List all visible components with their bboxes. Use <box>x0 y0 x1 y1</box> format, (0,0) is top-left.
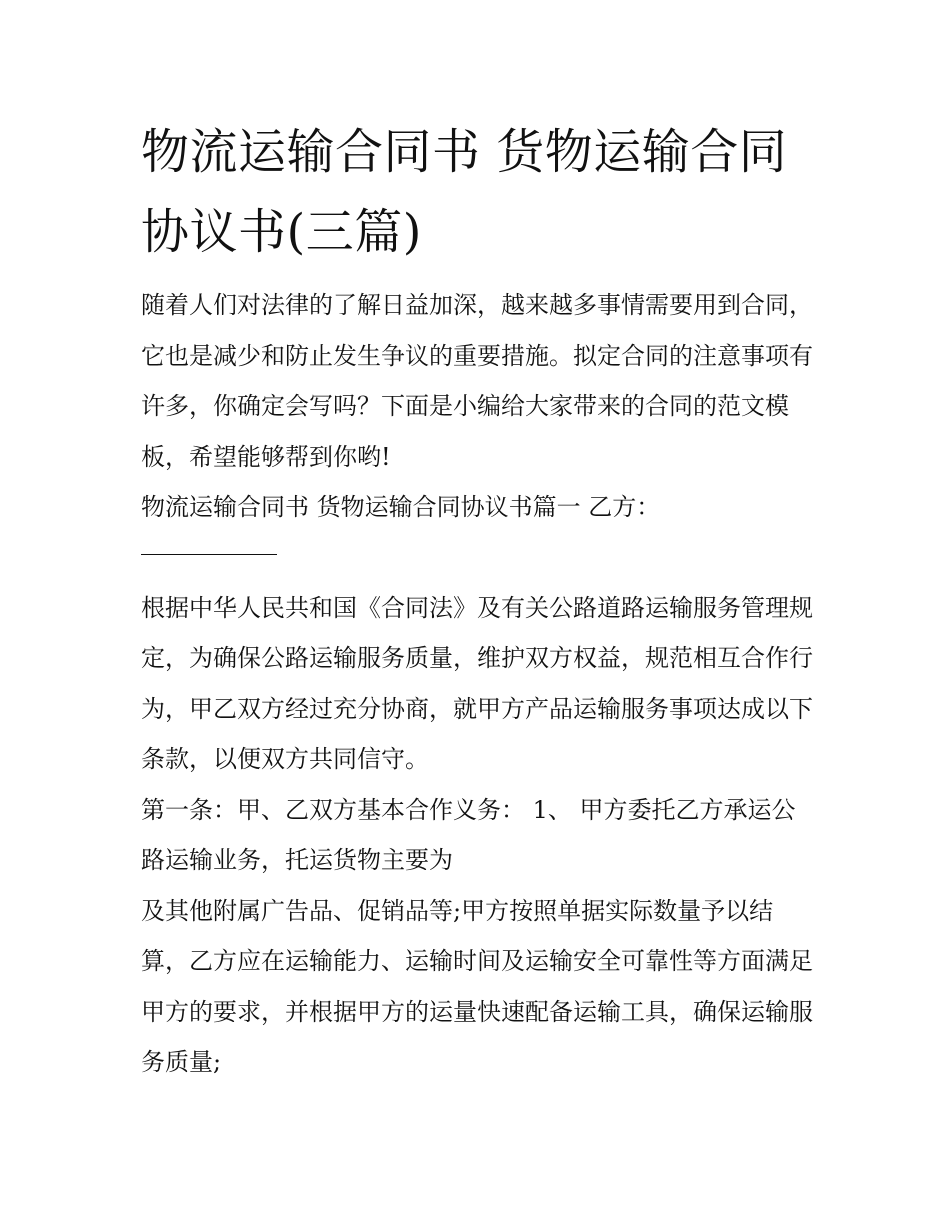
document-title: 物流运输合同书 货物运输合同协议书(三篇) <box>141 124 788 260</box>
intro-paragraph: 随着人们对法律的了解日益加深，越来越多事情需要用到合同，它也是减少和防止发生争议的重要措施。拟定合同的注意事项有许多，你确定会写吗？下面是小编给大家带来的合同的范文模板，希望能够帮到你哟! <box>141 291 813 471</box>
party-b-blank-line <box>141 533 813 583</box>
document-body <box>141 112 813 1088</box>
section-heading: 物流运输合同书 货物运输合同协议书篇一 乙方： <box>141 493 661 521</box>
article-1-continuation: 及其他附属广告品、促销品等;甲方按照单据实际数量予以结算，乙方应在运输能力、运输时间及运输安全可靠性等方面满足甲方的要求，并根据甲方的运量快速配备运输工具，确保运输服务质量; <box>141 896 813 1076</box>
article-1-paragraph: 第一条：甲、乙双方基本合作义务： 1、 甲方委托乙方承运公路运输业务，托运货物主要为 <box>141 795 796 874</box>
blank-underline <box>141 554 277 555</box>
basis-paragraph: 根据中华人民共和国《合同法》及有关公路道路运输服务管理规定，为确保公路运输服务质量，维护双方权益，规范相互合作行为，甲乙双方经过充分协商，就甲方产品运输服务事项达成以下条款，以便双方共同信守。 <box>141 593 813 773</box>
